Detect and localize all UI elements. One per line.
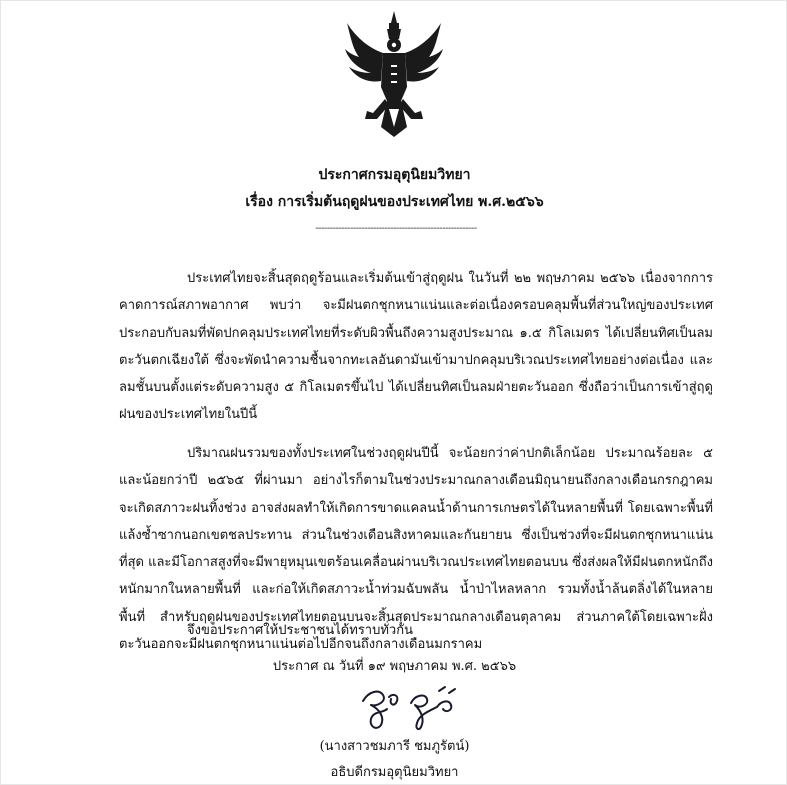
- paragraph-onset: [119, 265, 713, 429]
- signer-name: (นางสาวชมภารี ชมภูรัตน์): [319, 739, 470, 754]
- title-separator: --------------------------------------------------------: [315, 223, 477, 234]
- paragraph-text: ประเทศไทยจะสิ้นสุดฤดูร้อนและเริ่มต้นเข้าสู่ฤดูฝน ในวันที่ ๒๒ พฤษภาคม ๒๕๖๖ เนื่องจากการคาดการณ์สภาพอากาศ พบว่า จะมีฝนตกชุกหนาแน่นและต่อเนื่องครอบคลุมพื้นที่ส่วนใหญ่ของประเทศ ประกอบกับลมที่พัดปกคลุมประเทศไทยที่ระดับผิวพื้นถึงความสูงประมาณ ๑.๕ กิโลเมตร ได้เปลี่ยนทิศเป็นลมตะวันตกเฉียงใต้ ซึ่งจะพัดนำความชื้นจากทะเลอันดามันเข้ามาปกคลุมบริเวณประเทศไทยอย่างต่อเนื่อง และลมชั้นบนตั้งแต่ระดับความสูง ๕ กิโลเมตรขึ้นไป ได้เปลี่ยนทิศเป็นลมฝ่ายตะวันออก ซึ่งถือว่าเป็นการเข้าสู่ฤดูฝนของประเทศไทยในปีนี้: [119, 271, 713, 423]
- signature-icon: [359, 683, 459, 733]
- announcement-date: ประกาศ ณ วันที่ ๑๙ พฤษภาคม พ.ศ. ๒๕๖๖: [272, 659, 517, 674]
- announcement-subject: เรื่อง การเริ่มต้นฤดูฝนของประเทศไทย พ.ศ.๒๕๖๖: [245, 194, 544, 210]
- garuda-emblem-icon: [343, 9, 445, 141]
- paragraph-text: ปริมาณฝนรวมของทั้งประเทศในช่วงฤดูฝนปีนี้ จะน้อยกว่าค่าปกติเล็กน้อย ประมาณร้อยละ ๕ และน้อยกว่าปี ๒๕๖๕ ที่ผ่านมา อย่างไรก็ตามในช่วงประมาณกลางเดือนมิถุนายนถึงกลางเดือนกรกฎาคม จะเกิดสภาวะฝนทิ้งช่วง อาจส่งผลทำให้เกิดการขาดแคลนน้ำด้านการเกษตรได้ในหลายพื้นที่ โดยเฉพาะพื้นที่แล้งซ้ำซากนอกเขตชลประทาน ส่วนในช่วงเดือนสิงหาคมและกันยายน ซึ่งเป็นช่วงที่จะมีฝนตกชุกหนาแน่นที่สุด และมีโอกาสสูงที่จะมีพายุหมุนเขตร้อนเคลื่อนผ่านบริเวณประเทศไทยตอนบน ซึ่งส่งผลให้มีฝนตกหนักถึงหนักมากในหลายพื้นที่ และก่อให้เกิดสภาวะน้ำท่วมฉับพลัน น้ำป่าไหลหลาก รวมทั้งน้ำล้นตลิ่งได้ในหลายพื้นที่ สำหรับฤดูฝนของประเทศไทยตอนบนจะสิ้นสุดประมาณกลางเดือนตุลาคม ส่วนภาคใต้โดยเฉพาะฝั่งตะวันออกจะมีฝนตกชุกหนาแน่นต่อไปอีกจนถึงกลางเดือนมกราคม: [119, 446, 713, 653]
- paragraph-text: จึงขอประกาศให้ประชาชนได้ทราบทั่วกัน: [187, 623, 413, 638]
- signer-title: อธิบดีกรมอุตุนิยมวิทยา: [330, 765, 459, 780]
- announcement-header-title: ประกาศกรมอุตุนิยมวิทยา: [318, 167, 471, 183]
- paragraph-closing: [119, 617, 713, 644]
